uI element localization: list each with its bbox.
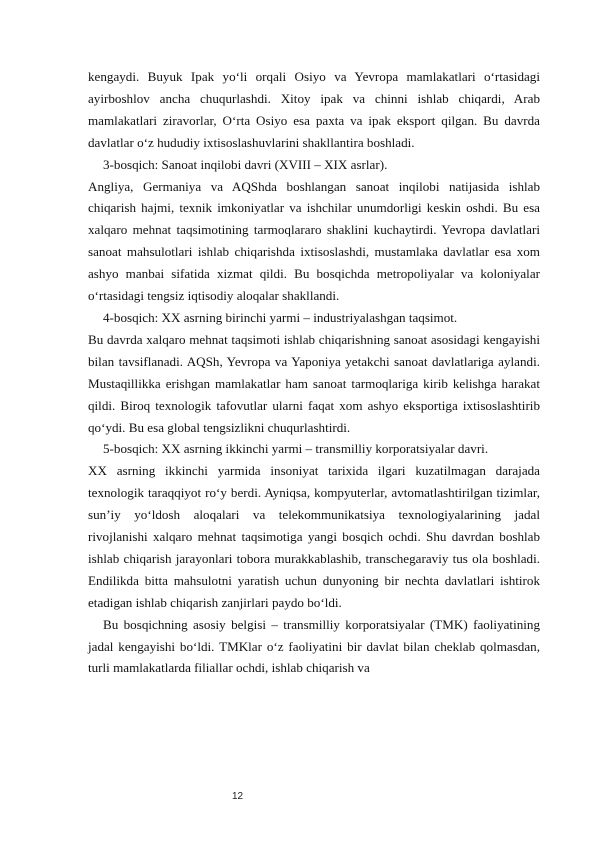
stage-5-heading: 5-bosqich: XX asrning ikkinchi yarmi – transmilliy korporatsiyalar davri.	[103, 441, 489, 457]
stage-4-heading: 4-bosqich: XX asrning birinchi yarmi – industriyalashgan taqsimot.	[103, 309, 458, 325]
paragraph-technological-progress: XX asrning ikkinchi yarmida insoniyat tarixida ilgari kuzatilmagan darajada texnologik taraqqiyot ro‘y berdi. Ayniqsa, kompyuterlar, avtomatlashtirilgan tizimlar, sun’iy yo‘ldosh aloqalari va telekommunikatsiya texnologiyalarining jadal rivojlanishi xalqaro mehnat taqsimotiga yangi bosqich ochdi. Shu davrdan boshlab ishlab chiqarish jarayonlari tobora murakkablashib, transchegaraviy tus ola boshladi. Endilikda bitta mahsulotni yaratish uchun dunyoning bir nechta davlatlari ishtirok etadigan ishlab chiqarish zanjirlari paydo bo‘ldi.	[88, 463, 540, 610]
paragraph-continuation: kengaydi. Buyuk Ipak yo‘li orqali Osiyo va Yevropa mamlakatlari o‘rtasidagi ayirboshlov ancha chuqurlashdi. Xitoy ipak va chinni ishlab chiqardi, Arab mamlakatlari ziravorlar, O‘rta Osiyo esa paxta va ipak eksport qilgan. Bu davrda davlatlar o‘z hududiy ixtisoslashuvlarini shakllantira boshladi.	[88, 69, 540, 150]
paragraph-tnc: Bu bosqichning asosiy belgisi – transmilliy korporatsiyalar (TMK) faoliyatining jadal kengayishi bo‘ldi. TMKlar o‘z faoliyatini bir davlat bilan cheklab qolmasdan, turli mamlakatlarda filiallar ochdi, ishlab chiqarish va	[88, 616, 540, 676]
stage-3-heading: 3-bosqich: Sanoat inqilobi davri (XVIII – XIX asrlar).	[103, 156, 388, 172]
paragraph-industrial-division: Bu davrda xalqaro mehnat taqsimoti ishlab chiqarishning sanoat asosidagi kengayishi bilan tavsiflanadi. AQSh, Yevropa va Yaponiya yetakchi sanoat davlatlariga aylandi. Mustaqillikka erishgan mamlakatlar ham sanoat tarmoqlariga kirib kelishga harakat qildi. Biroq texnologik tafovutlar ularni faqat xom ashyo eksportiga ixtisoslashtirib qo‘ydi. Bu esa global tengsizlikni chuqurlashtirdi.	[88, 331, 540, 435]
paragraph-industrial-revolution: Angliya, Germaniya va AQShda boshlangan sanoat inqilobi natijasida ishlab chiqarish hajmi, texnik imkoniyatlar va ishchilar unumdorligi keskin oshdi. Bu esa xalqaro mehnat taqsimotining tarmoqlararo shaklini kuchaytirdi. Yevropa davlatlari sanoat mahsulotlari ishlab chiqarishda ixtisoslashdi, mustamlaka davlatlar esa xom ashyo manbai sifatida xizmat qildi. Bu bosqichda metropoliyalar va koloniyalar o‘rtasidagi tengsiz iqtisodiy aloqalar shakllandi.	[88, 178, 540, 304]
body-text	[88, 66, 540, 679]
page-number: 12	[232, 791, 244, 802]
